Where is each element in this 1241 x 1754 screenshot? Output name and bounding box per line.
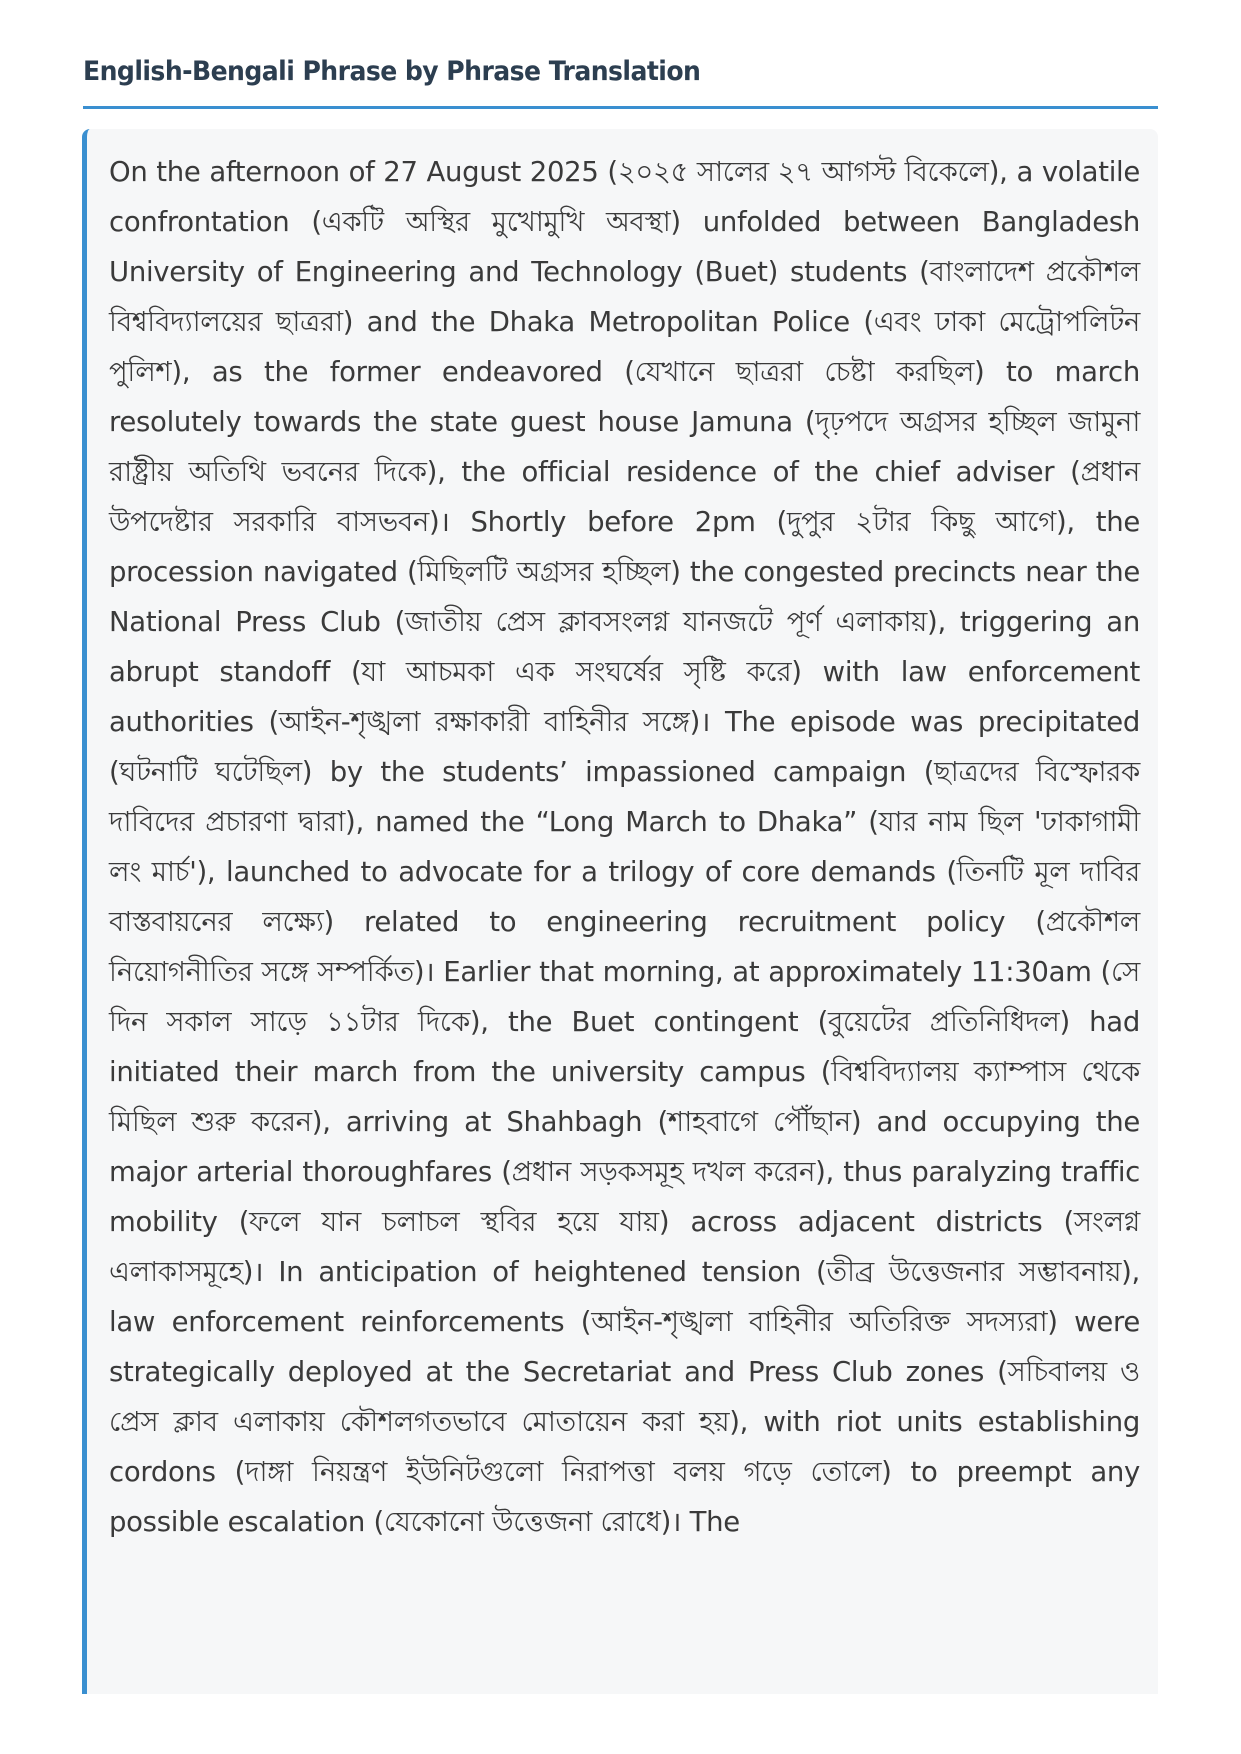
- page-title: English-Bengali Phrase by Phrase Translation: [83, 56, 701, 87]
- translation-panel: [82, 129, 1158, 1694]
- title-divider: [83, 106, 1158, 109]
- translation-paragraph: On the afternoon of 27 August 2025 (২০২৫ সালের ২৭ আগস্ট বিকেলে), a volatile confrontation (একটি অস্থির মুখোমুখি অবস্থা) unfolded between Bangladesh University of Engineering and Technology (Buet) students (বাংলাদেশ প্রকৌশল বিশ্ববিদ্যালয়ের ছাত্ররা) and the Dhaka Metropolitan Police (এবং ঢাকা মেট্রোপলিটন পুলিশ), as the former endeavored (যেখানে ছাত্ররা চেষ্টা করছিল) to march resolutely towards the state guest house Jamuna (দৃঢ়পদে অগ্রসর হচ্ছিল জামুনা রাষ্ট্রীয় অতিথি ভবনের দিকে), the official residence of the chief adviser (প্রধান উপদেষ্টার সরকারি বাসভবন)। Shortly before 2pm (দুপুর ২টার কিছু আগে), the procession navigated (মিছিলটি অগ্রসর হচ্ছিল) the congested precincts near the National Press Club (জাতীয় প্রেস ক্লাবসংলগ্ন যানজটে পূর্ণ এলাকায়), triggering an abrupt standoff (যা আচমকা এক সংঘর্ষের সৃষ্টি করে) with law enforcement authorities (আইন-শৃঙ্খলা রক্ষাকারী বাহিনীর সঙ্গে)। The episode was precipitated (ঘটনাটি ঘটেছিল) by the students’ impassioned campaign (ছাত্রদের বিস্ফোরক দাবিদের প্রচারণা দ্বারা), named the “Long March to Dhaka” (যার নাম ছিল 'ঢাকাগামী লং মার্চ'), launched to advocate for a trilogy of core demands (তিনটি মূল দাবির বাস্তবায়নের লক্ষ্যে) related to engineering recruitment policy (প্রকৌশল নিয়োগনীতির সঙ্গে সম্পর্কিত)। Earlier that morning, at approximately 11:30am (সে দিন সকাল সাড়ে ১১টার দিকে), the Buet contingent (বুয়েটের প্রতিনিধিদল) had initiated their march from the university campus (বিশ্ববিদ্যালয় ক্যাম্পাস থেকে মিছিল শুরু করেন), arriving at Shahbagh (শাহবাগে পৌঁছান) and occupying the major arterial thoroughfares (প্রধান সড়কসমূহ দখল করেন), thus paralyzing traffic mobility (ফলে যান চলাচল স্থবির হয়ে যায়) across adjacent districts (সংলগ্ন এলাকাসমূহে)। In anticipation of heightened tension (তীব্র উত্তেজনার সম্ভাবনায়), law enforcement reinforcements (আইন-শৃঙ্খলা বাহিনীর অতিরিক্ত সদস্যরা) were strategically deployed at the Secretariat and Press Club zones (সচিবালয় ও প্রেস ক্লাব এলাকায় কৌশলগতভাবে মোতায়েন করা হয়), with riot units establishing cordons (দাঙ্গা নিয়ন্ত্রণ ইউনিটগুলো নিরাপত্তা বলয় গড়ে তোলে) to preempt any possible escalation (যেকোনো উত্তেজনা রোধে)। The: [109, 156, 1140, 1538]
